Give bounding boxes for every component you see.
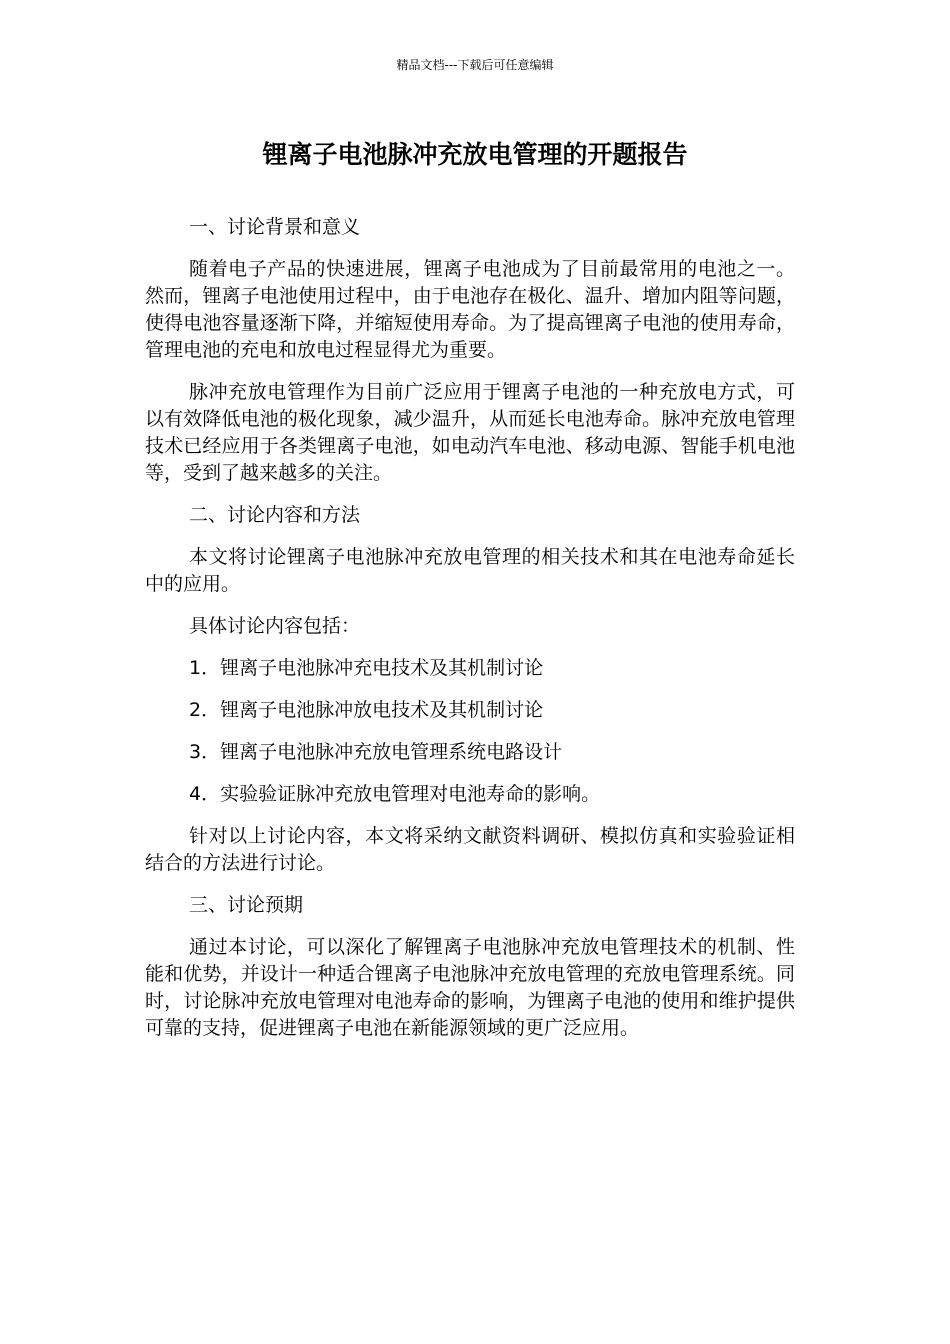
list-intro: 具体讨论内容包括：: [189, 615, 361, 637]
section-heading-content-method: 二、讨论内容和方法: [189, 504, 361, 526]
document-body: [145, 214, 795, 1057]
list-item: 2．锂离子电池脉冲放电技术及其机制讨论: [189, 699, 544, 721]
paragraph: 针对以上讨论内容，本文将采纳文献资料调研、模拟仿真和实验验证相结合的方法进行讨论。: [145, 825, 795, 874]
paragraph: 随着电子产品的快速进展，锂离子电池成为了目前最常用的电池之一。然而，锂离子电池使用过程中，由于电池存在极化、温升、增加内阻等问题，使得电池容量逐渐下降，并缩短使用寿命。为了提高锂离子电池的使用寿命，管理电池的充电和放电过程显得尤为重要。: [145, 258, 795, 361]
document-title: 锂离子电池脉冲充放电管理的开题报告: [262, 140, 688, 169]
list-item: 3．锂离子电池脉冲充放电管理系统电路设计: [189, 741, 563, 763]
section-heading-expectation: 三、讨论预期: [189, 894, 304, 916]
paragraph: 本文将讨论锂离子电池脉冲充放电管理的相关技术和其在电池寿命延长中的应用。: [145, 546, 795, 595]
list-item: 4．实验验证脉冲充放电管理对电池寿命的影响。: [189, 783, 601, 805]
paragraph: 通过本讨论，可以深化了解锂离子电池脉冲充放电管理技术的机制、性能和优势，并设计一种适合锂离子电池脉冲充放电管理的充放电管理系统。同时，讨论脉冲充放电管理对电池寿命的影响，为锂离子电池的使用和维护提供可靠的支持，促进锂离子电池在新能源领域的更广泛应用。: [145, 936, 795, 1039]
section-heading-background: 一、讨论背景和意义: [189, 216, 361, 238]
list-item: 1．锂离子电池脉冲充电技术及其机制讨论: [189, 657, 544, 679]
header-note: 精品文档---下载后可任意编辑: [396, 58, 554, 72]
paragraph: 脉冲充放电管理作为目前广泛应用于锂离子电池的一种充放电方式，可以有效降低电池的极化现象，减少温升，从而延长电池寿命。脉冲充放电管理技术已经应用于各类锂离子电池，如电动汽车电池、移动电源、智能手机电池等，受到了越来越多的关注。: [145, 381, 795, 484]
